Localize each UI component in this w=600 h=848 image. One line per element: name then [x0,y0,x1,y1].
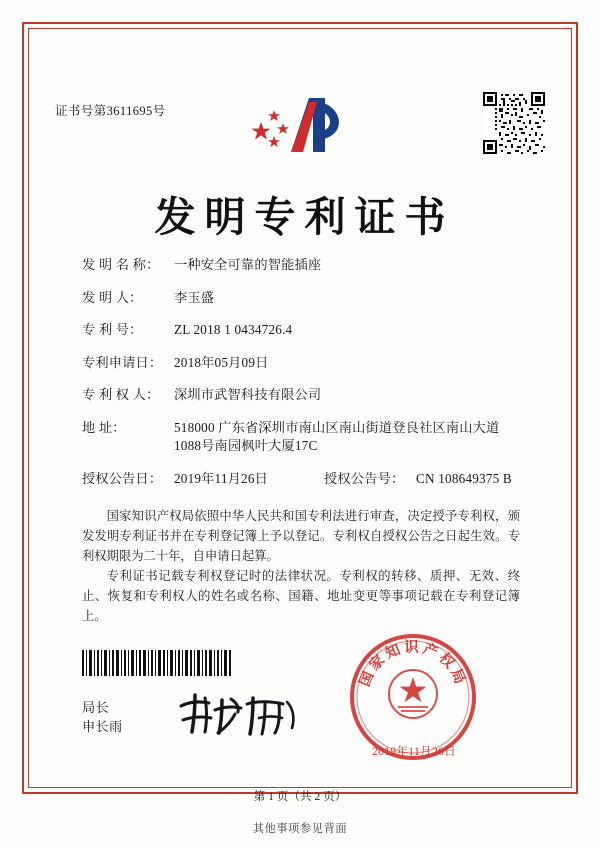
field-label: 发 明 名 称： [82,257,160,272]
qr-code [483,92,545,154]
field-label: 专 利 号： [82,322,143,337]
field-value: 2018年05月09日 [174,354,269,370]
handwritten-signature-icon [175,690,300,738]
field-label: 专 利 权 人： [82,387,160,402]
field-label: 授权公告日： [82,471,163,486]
footer-note: 其他事项参见背面 [252,823,348,835]
field-label: 发 明 人： [82,289,143,305]
page-number: 第 1 页（共 2 页） [253,790,347,803]
field-patentee [82,386,522,403]
field-grant-announcement-number [324,470,512,487]
field-inventor [82,289,522,306]
field-patent-number [82,321,522,338]
certificate-number: 证书号第3611695号 [55,104,166,118]
director-title-label: 局长 [82,700,109,715]
field-address [82,419,522,455]
legal-paragraph-2: 专利证书记载专利权登记时的法律状况。专利权的转移、质押、无效、终止、恢复和专利权人的姓名或名称、国籍、地址变更等事项记载在专利登记簿上。 [82,569,520,623]
field-value: ZL 2018 1 0434726.4 [174,322,293,337]
field-label: 专利申请日： [82,354,163,370]
page-title: 发明专利证书 [154,194,455,240]
field-value: 一种安全可靠的智能插座 [174,257,322,272]
field-application-date [82,354,522,371]
field-grant-announcement [82,470,522,487]
field-label: 地 址： [82,419,126,435]
field-value: 深圳市武智科技有限公司 [174,387,322,402]
field-value: 2019年11月26日 [174,471,269,486]
field-list [82,256,522,503]
field-value: 518000 广东省深圳市南山区南山街道登良社区南山大道1088号南园枫叶大厦17C [174,419,500,453]
cnipa-logo-icon [247,90,352,160]
director-name-label: 申长雨 [82,719,123,734]
seal-date: 2019年11月26日 [372,745,457,758]
field-value: 李玉盛 [174,289,215,305]
svg-text:国家知识产权局: 国家知识产权局 [357,640,469,690]
field-label: 授权公告号： [324,471,405,486]
field-value: CN 108649375 B [416,471,512,486]
signature-block [82,698,122,736]
legal-paragraph-1: 国家知识产权局依照中华人民共和国专利法进行审查，决定授予专利权，颁发发明专利证书并在专利登记簿上予以登记。专利权自授权公告之日起生效。专利权期限为二十年，自申请日起算。 [82,509,520,563]
field-invention-name [82,256,522,273]
barcode [82,650,232,676]
